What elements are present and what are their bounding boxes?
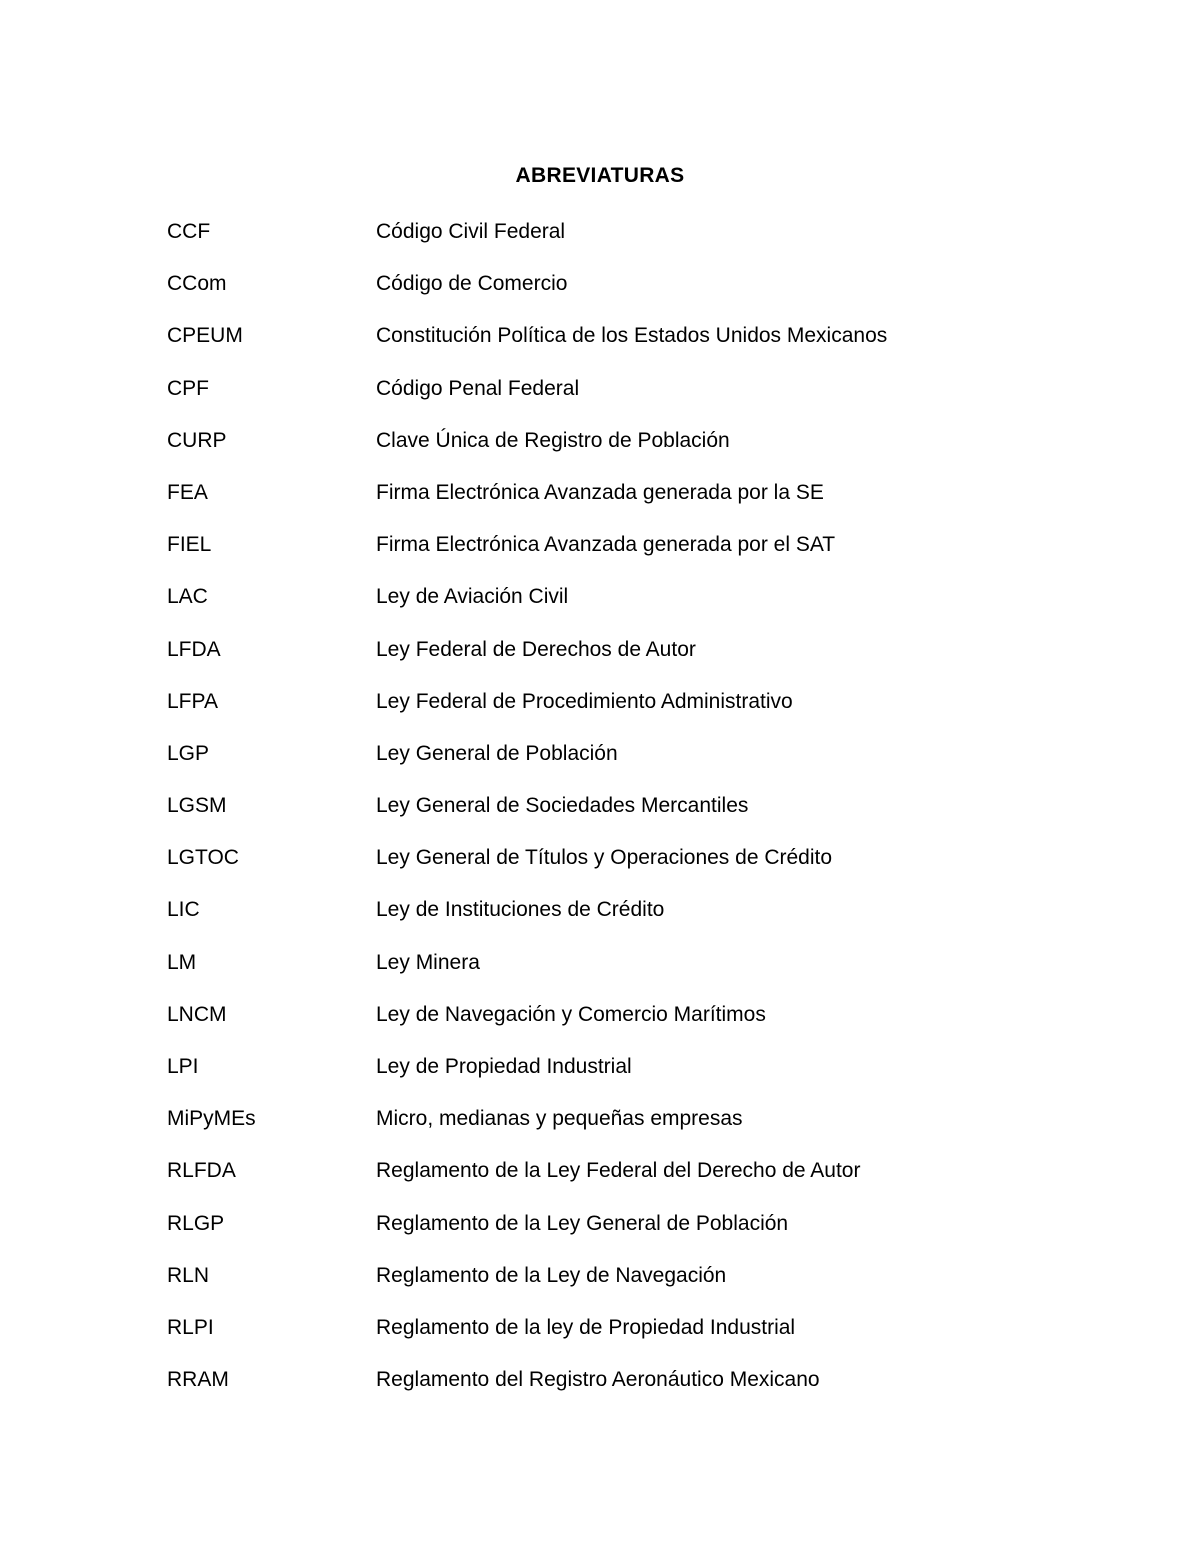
abbreviation-meaning: Reglamento de la Ley Federal del Derecho de Autor [376,1159,861,1183]
abbreviation-row [167,1105,1127,1157]
abbreviation-meaning: Código Civil Federal [376,220,566,243]
abbreviation-row [167,740,1127,792]
abbreviation-meaning: Ley Minera [376,950,480,974]
abbreviation: LIC [167,898,200,922]
abbreviation: LPI [167,1055,199,1078]
abbreviation-list [167,218,1127,1418]
abbreviation-row [167,427,1127,479]
abbreviation-meaning: Clave Única de Registro de Población [376,428,730,452]
abbreviation: RRAM [167,1368,229,1392]
abbreviation-row [167,1053,1127,1105]
abbreviation: LNCM [167,1002,227,1026]
abbreviation-meaning: Ley de Navegación y Comercio Marítimos [376,1002,766,1026]
abbreviation-meaning: Reglamento del Registro Aeronáutico Mexicano [376,1368,820,1392]
abbreviation-row [167,531,1127,583]
abbreviation-meaning: Reglamento de la ley de Propiedad Industrial [376,1315,796,1339]
page-title: ABREVIATURAS [515,164,685,187]
abbreviation-meaning: Ley General de Población [376,741,618,765]
abbreviation: RLN [167,1263,210,1287]
abbreviation-meaning: Código de Comercio [376,272,568,296]
abbreviation: CCom [167,272,227,296]
abbreviation: LFPA [167,689,218,713]
abbreviation: CCF [167,220,211,243]
abbreviation: MiPyMEs [167,1107,256,1131]
abbreviation-row [167,949,1127,1001]
abbreviation-meaning: Reglamento de la Ley General de Población [376,1211,789,1235]
abbreviation: LGP [167,741,210,765]
abbreviation: LGTOC [167,846,239,870]
abbreviation: LGSM [167,794,227,818]
abbreviation-row [167,1157,1127,1209]
abbreviation-meaning: Código Penal Federal [376,376,580,400]
abbreviation-row [167,218,1127,270]
abbreviation-row [167,479,1127,531]
abbreviation-row [167,270,1127,322]
abbreviation-meaning: Ley Federal de Derechos de Autor [376,637,696,661]
abbreviation: CPEUM [167,324,243,348]
abbreviation: CURP [167,428,227,452]
abbreviation-row [167,375,1127,427]
abbreviation: CPF [167,376,209,400]
abbreviation: FEA [167,480,208,504]
abbreviation-meaning: Ley de Aviación Civil [376,585,569,609]
abbreviation-row [167,896,1127,948]
abbreviation-meaning: Constitución Política de los Estados Unidos Mexicanos [376,324,888,348]
abbreviation: RLGP [167,1211,225,1235]
abbreviation-meaning: Micro, medianas y pequeñas empresas [376,1107,743,1131]
abbreviation-row [167,322,1127,374]
abbreviation-meaning: Firma Electrónica Avanzada generada por el SAT [376,533,836,557]
abbreviation: LM [167,950,197,974]
abbreviation-meaning: Ley General de Títulos y Operaciones de Crédito [376,846,833,870]
abbreviation-row [167,844,1127,896]
abbreviation: LAC [167,585,208,609]
abbreviation-meaning: Reglamento de la Ley de Navegación [376,1263,727,1287]
abbreviation-meaning: Ley de Instituciones de Crédito [376,898,665,922]
abbreviation-meaning: Ley Federal de Procedimiento Administrativo [376,689,793,713]
abbreviation-meaning: Ley General de Sociedades Mercantiles [376,794,749,818]
abbreviation-row [167,1001,1127,1053]
abbreviation-row [167,792,1127,844]
abbreviation-meaning: Firma Electrónica Avanzada generada por la SE [376,480,824,504]
abbreviation: LFDA [167,637,221,661]
abbreviation: RLFDA [167,1159,236,1183]
abbreviation-row [167,1262,1127,1314]
abbreviation: FIEL [167,533,212,557]
abbreviation-row [167,1314,1127,1366]
abbreviation-row [167,636,1127,688]
abbreviation-row [167,1210,1127,1262]
abbreviation-row [167,1366,1127,1418]
abbreviation-row [167,583,1127,635]
abbreviation: RLPI [167,1315,214,1339]
abbreviation-meaning: Ley de Propiedad Industrial [376,1055,632,1078]
abbreviation-row [167,688,1127,740]
